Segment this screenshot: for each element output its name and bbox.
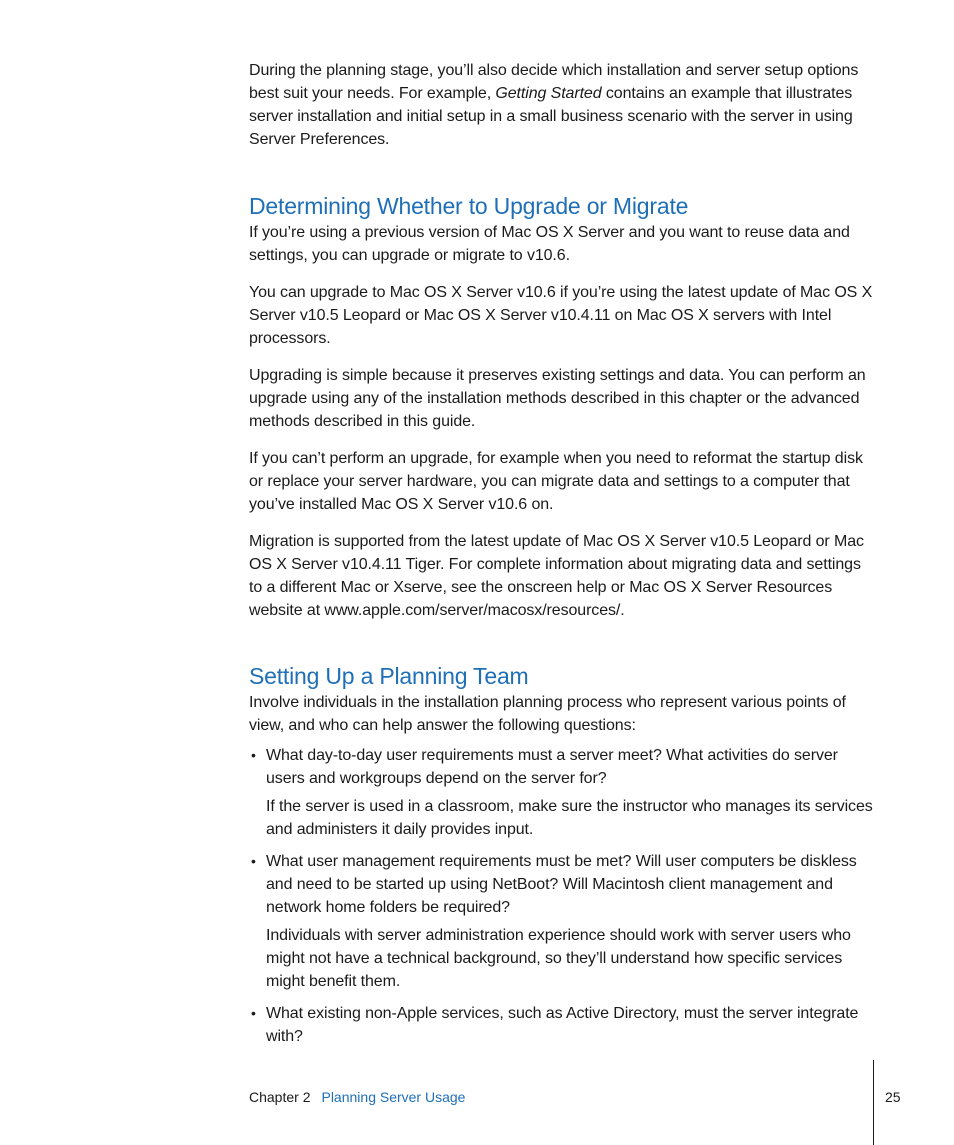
planning-questions-list (249, 744, 877, 1048)
intro-text-end: contains an example that illustrates server installation and initial setup in a small business scenario with the server in using Server Preferences. (249, 85, 853, 148)
question-note: If the server is used in a classroom, make sure the instructor who manages its services and administers it daily provides input. (266, 798, 873, 838)
page-number: 25 (885, 1089, 901, 1105)
list-item (249, 744, 877, 841)
upgrade-paragraph-4: If you can’t perform an upgrade, for example when you need to reformat the startup disk or replace your server hardware, you can migrate data and settings to a computer that you’ve installed Mac OS X Server v10.6 on. (249, 450, 863, 513)
page-body (249, 59, 877, 1057)
chapter-label: Chapter 2 (249, 1089, 311, 1105)
list-item (249, 1002, 877, 1048)
footer-divider (873, 1060, 874, 1145)
bullet-icon: • (251, 853, 256, 869)
upgrade-paragraph-1: If you’re using a previous version of Mac OS X Server and you want to reuse data and settings, you can upgrade or migrate to v10.6. (249, 224, 850, 264)
chapter-title-link[interactable]: Planning Server Usage (321, 1089, 466, 1105)
bullet-icon: • (251, 1005, 256, 1021)
section-heading-upgrade-or-migrate: Determining Whether to Upgrade or Migrate (249, 193, 689, 219)
upgrade-paragraph-3: Upgrading is simple because it preserves existing settings and data. You can perform an upgrade using any of the installation methods described in this chapter or the advanced methods described in this guide. (249, 367, 866, 430)
planning-team-intro: Involve individuals in the installation planning process who represent various points of view, and who can help answer the following questions: (249, 694, 846, 734)
section-heading-planning-team: Setting Up a Planning Team (249, 663, 529, 689)
upgrade-paragraph-5: Migration is supported from the latest update of Mac OS X Server v10.5 Leopard or Mac OS X Server v10.4.11 Tiger. For complete information about migrating data and settings to a different Mac or Xserve, see the onscreen help or Mac OS X Server Resources website at www.apple.com/server/macosx/resources/. (249, 533, 864, 619)
question-text: What day-to-day user requirements must a server meet? What activities do server users and workgroups depend on the server for? (266, 747, 838, 787)
page-footer (249, 1087, 465, 1107)
question-text: What user management requirements must be met? Will user computers be diskless and need to be started up using NetBoot? Will Macintosh client management and network home folders be required? (266, 853, 857, 916)
question-text: What existing non-Apple services, such as Active Directory, must the server integrate with? (266, 1005, 859, 1045)
getting-started-title: Getting Started (495, 85, 602, 102)
list-item (249, 850, 877, 993)
bullet-icon: • (251, 747, 256, 763)
intro-text-start: During the planning stage, you’ll also decide which installation and server setup options best suit your needs. For example, (249, 62, 859, 102)
upgrade-paragraph-2: You can upgrade to Mac OS X Server v10.6 if you’re using the latest update of Mac OS X Server v10.5 Leopard or Mac OS X Server v10.4.11 on Mac OS X servers with Intel processors. (249, 284, 873, 347)
intro-paragraph (249, 59, 877, 151)
question-note: Individuals with server administration experience should work with server users who might not have a technical background, so they’ll understand how specific services might benefit them. (266, 927, 851, 990)
